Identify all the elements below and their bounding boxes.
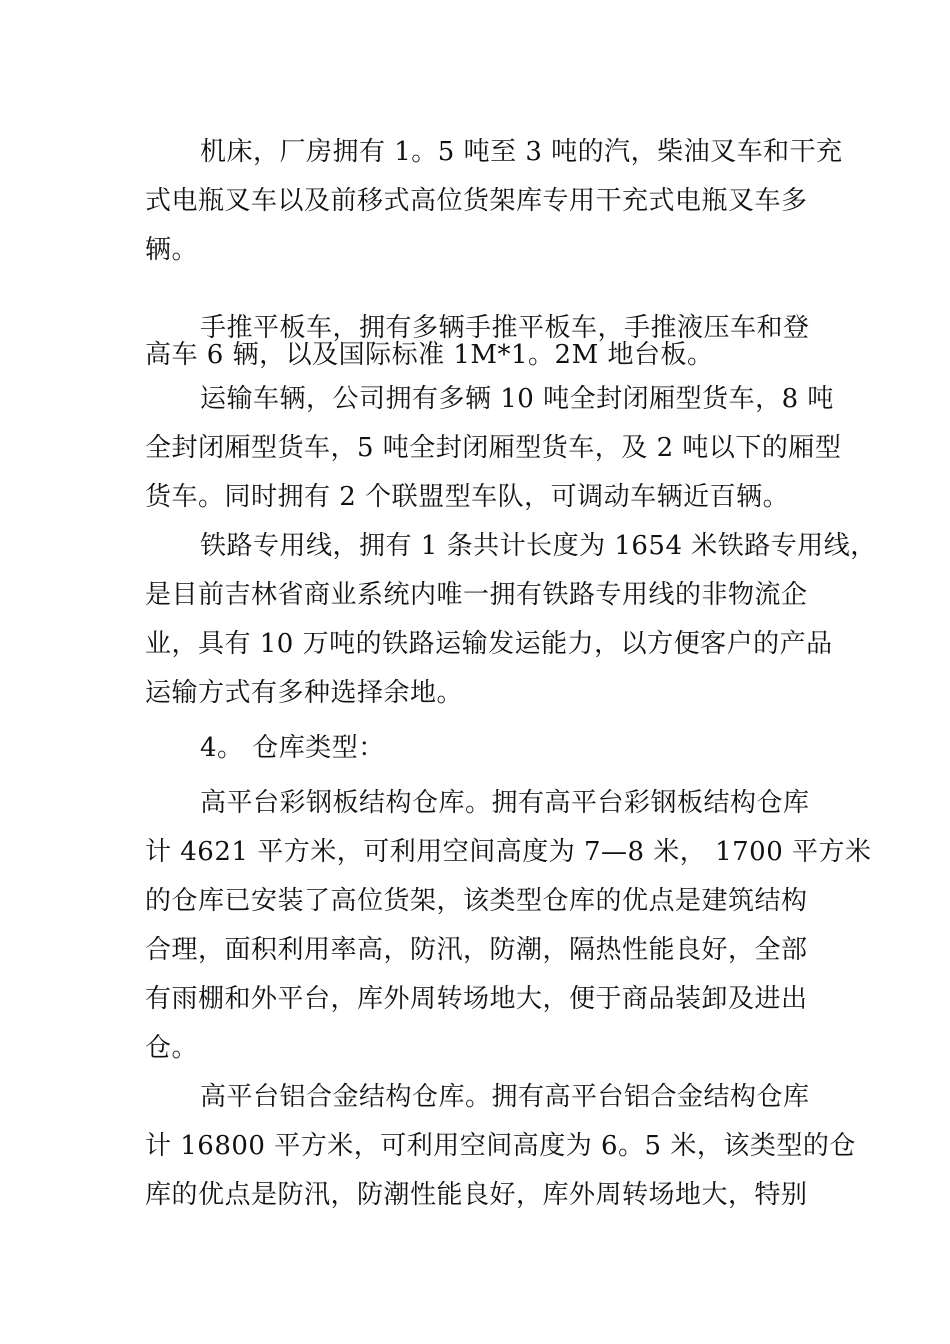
section-heading: 4。 仓库类型： [200,733,385,763]
text-line: 仓。 [145,1033,199,1063]
text-line: 高平台彩钢板结构仓库。拥有高平台彩钢板结构仓库 [200,788,810,818]
text-line: 辆。 [145,235,199,265]
text-line: 式电瓶叉车以及前移式高位货架库专用干充式电瓶叉车多 [145,186,808,216]
text-line: 机床，厂房拥有 1。5 吨至 3 吨的汽，柴油叉车和干充 [200,137,843,167]
text-line: 计 4621 平方米，可利用空间高度为 7—8 米， 1700 平方米 [145,837,872,867]
text-line: 合理，面积利用率高，防汛，防潮，隔热性能良好，全部 [145,935,808,965]
text-line: 计 16800 平方米，可利用空间高度为 6。5 米，该类型的仓 [145,1131,856,1161]
text-line: 运输方式有多种选择余地。 [145,678,464,708]
text-line: 货车。同时拥有 2 个联盟型车队，可调动车辆近百辆。 [145,482,790,512]
text-line: 业，具有 10 万吨的铁路运输发运能力，以方便客户的产品 [145,629,833,659]
text-line: 手推平板车，拥有多辆手推平板车，手推液压车和登 [200,313,810,343]
text-line: 运输车辆，公司拥有多辆 10 吨全封闭厢型货车，8 吨 [200,384,834,414]
text-line: 铁路专用线，拥有 1 条共计长度为 1654 米铁路专用线， [200,531,877,561]
text-line: 是目前吉林省商业系统内唯一拥有铁路专用线的非物流企 [145,580,808,610]
text-line: 高车 6 辆，以及国际标准 1M*1。2M 地台板。 [145,340,714,370]
text-line: 高平台铝合金结构仓库。拥有高平台铝合金结构仓库 [200,1082,810,1112]
text-line: 的仓库已安装了高位货架，该类型仓库的优点是建筑结构 [145,886,808,916]
text-line: 库的优点是防汛，防潮性能良好，库外周转场地大，特别 [145,1180,808,1210]
text-line: 有雨棚和外平台，库外周转场地大，便于商品装卸及进出 [145,984,808,1014]
text-line: 全封闭厢型货车，5 吨全封闭厢型货车，及 2 吨以下的厢型 [145,433,842,463]
